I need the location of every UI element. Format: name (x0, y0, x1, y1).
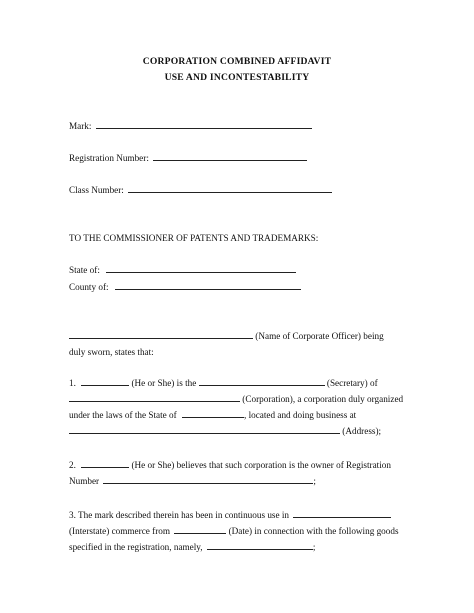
corporation-text: (Corporation), a corporation duly organized (242, 394, 404, 404)
paragraph-2-number: 2. (69, 460, 76, 470)
corporate-officer-blank[interactable] (69, 329, 253, 339)
paragraph-2-text: (He or She) believes that such corporation is the owner of Registration (131, 460, 391, 470)
state-row (69, 263, 296, 276)
paragraph-3-line-1 (69, 508, 391, 521)
county-row (69, 280, 301, 293)
officer-row (69, 329, 384, 342)
laws-suffix-text: , located and doing business at (243, 410, 357, 420)
registration-number-row (69, 151, 307, 164)
mark-label: Mark: (69, 121, 92, 131)
paragraph-3-line-3 (69, 540, 315, 553)
officer-title-blank[interactable] (199, 376, 325, 386)
paragraph-2-line-2 (69, 474, 316, 487)
laws-prefix-text: under the laws of the State of (69, 410, 177, 420)
he-she-text-1: (He or She) is the (131, 378, 197, 388)
state-label: State of: (69, 265, 100, 275)
he-she-blank-2[interactable] (81, 458, 129, 468)
class-number-row (69, 183, 332, 196)
interstate-text: (Interstate) commerce from (69, 526, 171, 536)
secretary-text: (Secretary) of (326, 378, 378, 388)
officer-text: (Name of Corporate Officer) being (255, 331, 384, 341)
date-text: (Date) in connection with the following goods (228, 526, 399, 536)
mark-blank[interactable] (96, 119, 312, 129)
registration-number-blank[interactable] (153, 151, 307, 161)
paragraph-1-number: 1. (69, 378, 76, 388)
paragraph-1-line-1 (69, 376, 378, 389)
state-of-incorporation-blank[interactable] (182, 408, 244, 418)
goods-blank[interactable] (207, 540, 313, 550)
paragraph-1-line-2 (69, 392, 403, 405)
mark-field-row (69, 119, 312, 132)
paragraph-1-line-3 (69, 408, 356, 421)
state-blank[interactable] (106, 263, 296, 273)
business-address-blank[interactable] (69, 424, 340, 434)
use-type-blank[interactable] (293, 508, 391, 518)
county-blank[interactable] (115, 280, 301, 290)
sworn-text: duly sworn, states that: (69, 347, 154, 357)
document-title-line-1: CORPORATION COMBINED AFFIDAVIT (142, 56, 332, 67)
paragraph-3-end: ; (312, 542, 316, 552)
paragraph-3-prefix: 3. The mark described therein has been in continuous use in (69, 510, 290, 520)
paragraph-3-line-2 (69, 524, 399, 537)
date-blank[interactable] (174, 524, 226, 534)
he-she-blank-1[interactable] (81, 376, 129, 386)
paragraph-2-end: ; (313, 476, 316, 486)
paragraph-2-registration-blank[interactable] (103, 474, 313, 484)
addressee-line: TO THE COMMISSIONER OF PATENTS AND TRADEMARKS: (69, 233, 319, 243)
paragraph-2-line-1 (69, 458, 391, 471)
class-number-blank[interactable] (128, 183, 332, 193)
specified-text: specified in the registration, namely, (69, 542, 203, 552)
document-title-line-2: USE AND INCONTESTABILITY (164, 72, 310, 83)
registration-number-label: Registration Number: (69, 153, 149, 163)
class-number-label: Class Number: (69, 185, 124, 195)
registration-number-word: Number (69, 476, 100, 486)
paragraph-1-line-4 (69, 424, 381, 437)
county-label: County of: (69, 282, 109, 292)
address-text: (Address); (342, 426, 382, 436)
corporation-blank[interactable] (69, 392, 240, 402)
